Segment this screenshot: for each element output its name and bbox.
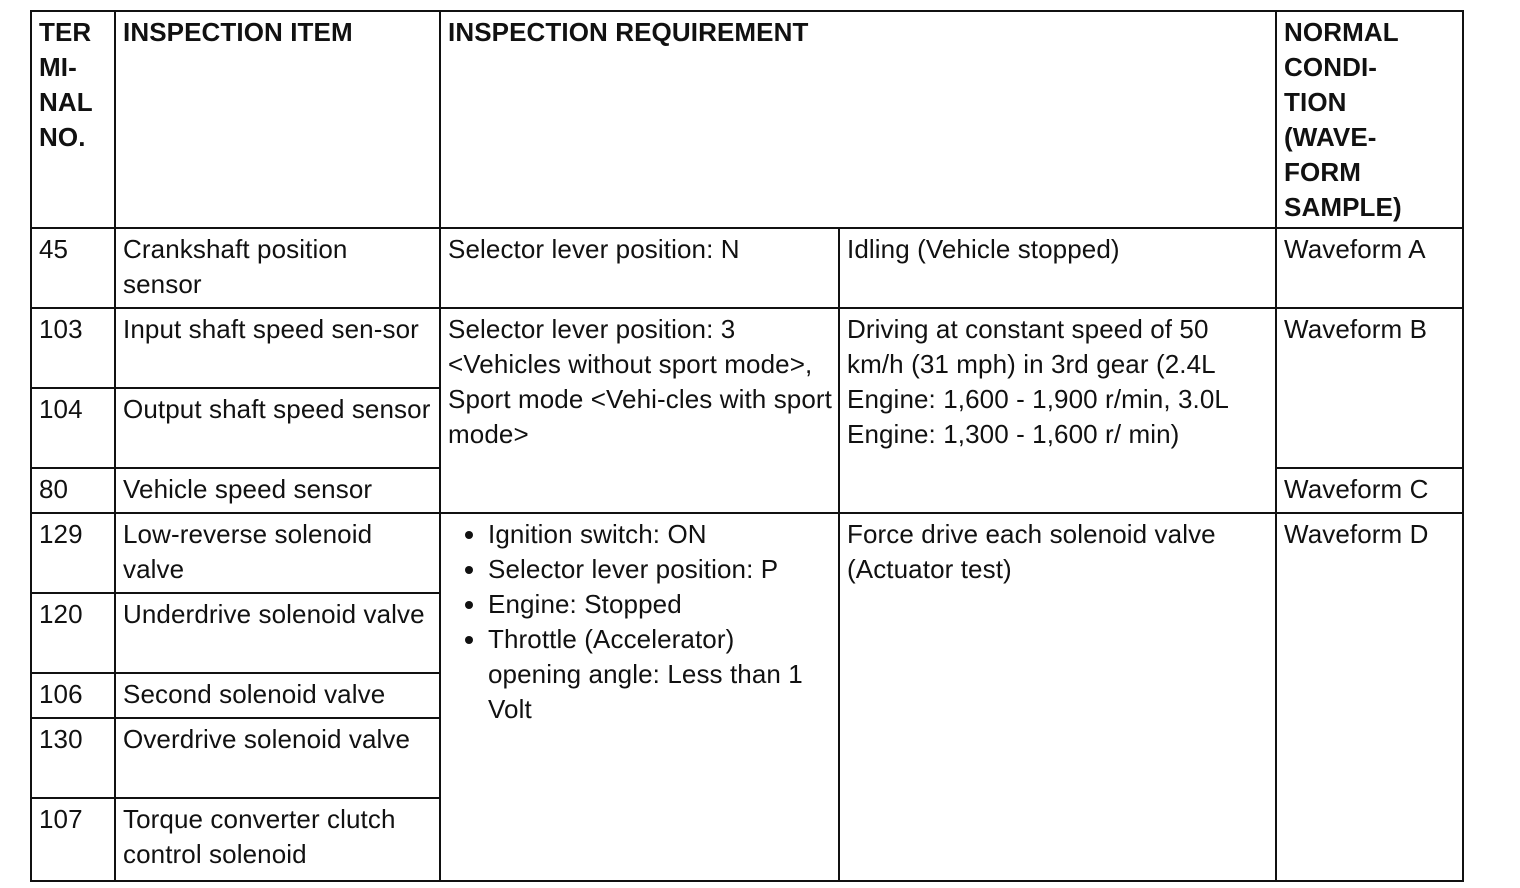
terminal-no-cell: 103	[31, 308, 115, 388]
header-terminal-line: NO.	[39, 122, 86, 152]
condition-cell	[440, 513, 839, 881]
terminal-no-cell: 129	[31, 513, 115, 593]
header-normal-line: NORMAL	[1284, 17, 1399, 47]
header-normal-line: TION	[1284, 87, 1347, 117]
header-normal-line: CONDI-	[1284, 52, 1378, 82]
requirement-cell: Force drive each solenoid valve (Actuator test)	[839, 513, 1276, 881]
normal-condition-cell: Waveform D	[1276, 513, 1463, 881]
terminal-no-cell: 120	[31, 593, 115, 673]
list-item: • Ignition switch: ON	[488, 517, 832, 552]
header-terminal-line: NAL	[39, 87, 93, 117]
terminal-no-cell: 130	[31, 718, 115, 798]
inspection-item-cell: Input shaft speed sen-sor	[115, 308, 440, 388]
header-terminal-no	[31, 11, 115, 228]
terminal-no-cell: 104	[31, 388, 115, 468]
inspection-table	[30, 10, 1464, 882]
terminal-no-cell: 106	[31, 673, 115, 718]
normal-condition-cell: Waveform A	[1276, 228, 1463, 308]
inspection-item-cell: Underdrive solenoid valve	[115, 593, 440, 673]
inspection-item-cell: Crankshaft position sensor	[115, 228, 440, 308]
header-inspection-item: INSPECTION ITEM	[115, 11, 440, 228]
header-normal-condition	[1276, 11, 1463, 228]
terminal-no-cell: 80	[31, 468, 115, 513]
inspection-item-cell: Overdrive solenoid valve	[115, 718, 440, 798]
terminal-no-cell: 107	[31, 798, 115, 881]
list-item: • Throttle (Accelerator) opening angle: Less than 1 Volt	[488, 622, 832, 727]
header-inspection-requirement: INSPECTION REQUIREMENT	[440, 11, 1276, 228]
table-row	[31, 308, 1463, 388]
normal-condition-cell: Waveform B	[1276, 308, 1463, 468]
header-normal-line: SAMPLE)	[1284, 192, 1402, 222]
inspection-item-cell: Vehicle speed sensor	[115, 468, 440, 513]
header-terminal-line: TER	[39, 17, 92, 47]
header-normal-line: (WAVE-	[1284, 122, 1377, 152]
header-normal-line: FORM	[1284, 157, 1361, 187]
inspection-item-cell: Torque converter clutch control solenoid	[115, 798, 440, 881]
header-terminal-line: MI-	[39, 52, 77, 82]
inspection-item-cell: Low-reverse solenoid valve	[115, 513, 440, 593]
header-row	[31, 11, 1463, 228]
condition-cell: Selector lever position: N	[440, 228, 839, 308]
condition-cell: Selector lever position: 3 <Vehicles without sport mode>, Sport mode <Vehi-cles with sport mode>	[440, 308, 839, 513]
requirement-cell: Idling (Vehicle stopped)	[839, 228, 1276, 308]
inspection-item-cell: Second solenoid valve	[115, 673, 440, 718]
inspection-item-cell: Output shaft speed sensor	[115, 388, 440, 468]
list-item: • Selector lever position: P	[488, 552, 832, 587]
condition-list	[448, 517, 832, 727]
requirement-cell: Driving at constant speed of 50 km/h (31 mph) in 3rd gear (2.4L Engine: 1,600 - 1,900 r/min, 3.0L Engine: 1,300 - 1,600 r/ min)	[839, 308, 1276, 513]
table-row	[31, 228, 1463, 308]
table-row	[31, 513, 1463, 593]
normal-condition-cell: Waveform C	[1276, 468, 1463, 513]
terminal-no-cell: 45	[31, 228, 115, 308]
list-item: • Engine: Stopped	[488, 587, 832, 622]
